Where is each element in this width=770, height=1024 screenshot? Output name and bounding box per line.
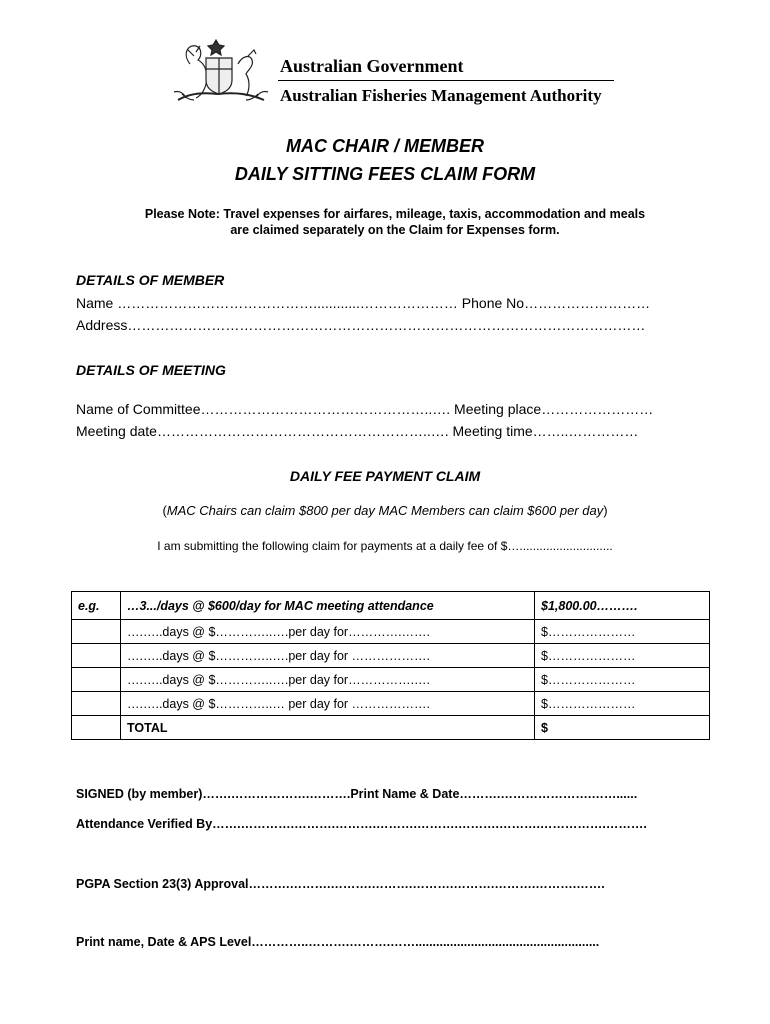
table-row [72, 692, 710, 716]
form-title-line1: MAC CHAIR / MEMBER [286, 136, 484, 156]
total-label-cell [72, 716, 121, 740]
row-amount-cell[interactable]: $………………… [535, 620, 710, 644]
total-amount-cell[interactable]: $ [535, 716, 710, 740]
table-row-total [72, 716, 710, 740]
fee-rates-note [0, 503, 770, 518]
fee-rates-paren-close: ) [603, 503, 608, 518]
table-row [72, 644, 710, 668]
row-label-cell[interactable] [72, 668, 121, 692]
government-name: Australian Government [280, 56, 464, 76]
coat-of-arms-icon [166, 34, 276, 112]
fee-rates-paren-open: ( [162, 503, 167, 518]
member-signature-field[interactable]: SIGNED (by member)…….……………….……….Print Name & Date……….………………….……...... [76, 787, 638, 801]
row-label-cell[interactable] [72, 620, 121, 644]
travel-note-line2: are claimed separately on the Claim for Expenses form. [230, 223, 560, 237]
row-description-cell[interactable]: ….…..days @ $…………..….per day for………….……. [121, 620, 535, 644]
attendance-verified-field[interactable]: Attendance Verified By…….………….……….……….……….……….……….……….…………….………. [76, 817, 647, 831]
example-label: e.g. [72, 592, 121, 620]
row-amount-cell[interactable]: $………………… [535, 644, 710, 668]
agency-name: Australian Fisheries Management Authority [280, 86, 602, 105]
row-description-cell[interactable]: ….…..days @ $…………..….per day for ………………. [121, 644, 535, 668]
example-amount: $1,800.00………. [535, 592, 710, 620]
meeting-heading: DETAILS OF MEETING [76, 362, 226, 378]
daily-fee-field[interactable]: I am submitting the following claim for payments at a daily fee of $…............................ [157, 539, 613, 553]
committee-place-field[interactable]: Name of Committee…………………………………………..…. Meeting place…………………… [76, 401, 654, 417]
pgpa-approval-field[interactable]: PGPA Section 23(3) Approval……….……….……….……….……….……….……….……….……. [76, 877, 605, 891]
print-name-aps-field[interactable]: Print name, Date & APS Level…………..……….……….……..................................................... [76, 935, 600, 949]
row-amount-cell[interactable]: $………………… [535, 692, 710, 716]
row-description-cell[interactable]: ….…..days @ $…………..… per day for ………………. [121, 692, 535, 716]
form-title-line2: DAILY SITTING FEES CLAIM FORM [234, 164, 536, 184]
claims-table [71, 591, 710, 740]
example-description: …3.../days @ $600/day for MAC meeting attendance [121, 592, 535, 620]
header-divider [278, 80, 614, 81]
table-row [72, 620, 710, 644]
fee-rates-text: MAC Chairs can claim $800 per day MAC Members can claim $600 per day [166, 503, 604, 518]
table-row-example [72, 592, 710, 620]
table-row [72, 668, 710, 692]
total-description: TOTAL [121, 716, 535, 740]
member-address-field[interactable]: Address………………………………………………………………………………………………… [76, 317, 646, 333]
meeting-date-time-field[interactable]: Meeting date…………………………………………………..…. Meeting time……..…………… [76, 423, 639, 439]
row-amount-cell[interactable]: $………………… [535, 668, 710, 692]
member-heading: DETAILS OF MEMBER [76, 272, 225, 288]
fee-claim-heading: DAILY FEE PAYMENT CLAIM [289, 468, 481, 484]
row-description-cell[interactable]: ….…..days @ $…………..….per day for…………….…. [121, 668, 535, 692]
travel-note-line1: Please Note: Travel expenses for airfares, mileage, taxis, accommodation and meals [144, 207, 646, 221]
row-label-cell[interactable] [72, 644, 121, 668]
row-label-cell[interactable] [72, 692, 121, 716]
member-name-phone-field[interactable]: Name ……………………………………............………………… Phone No……………………… [76, 295, 651, 311]
